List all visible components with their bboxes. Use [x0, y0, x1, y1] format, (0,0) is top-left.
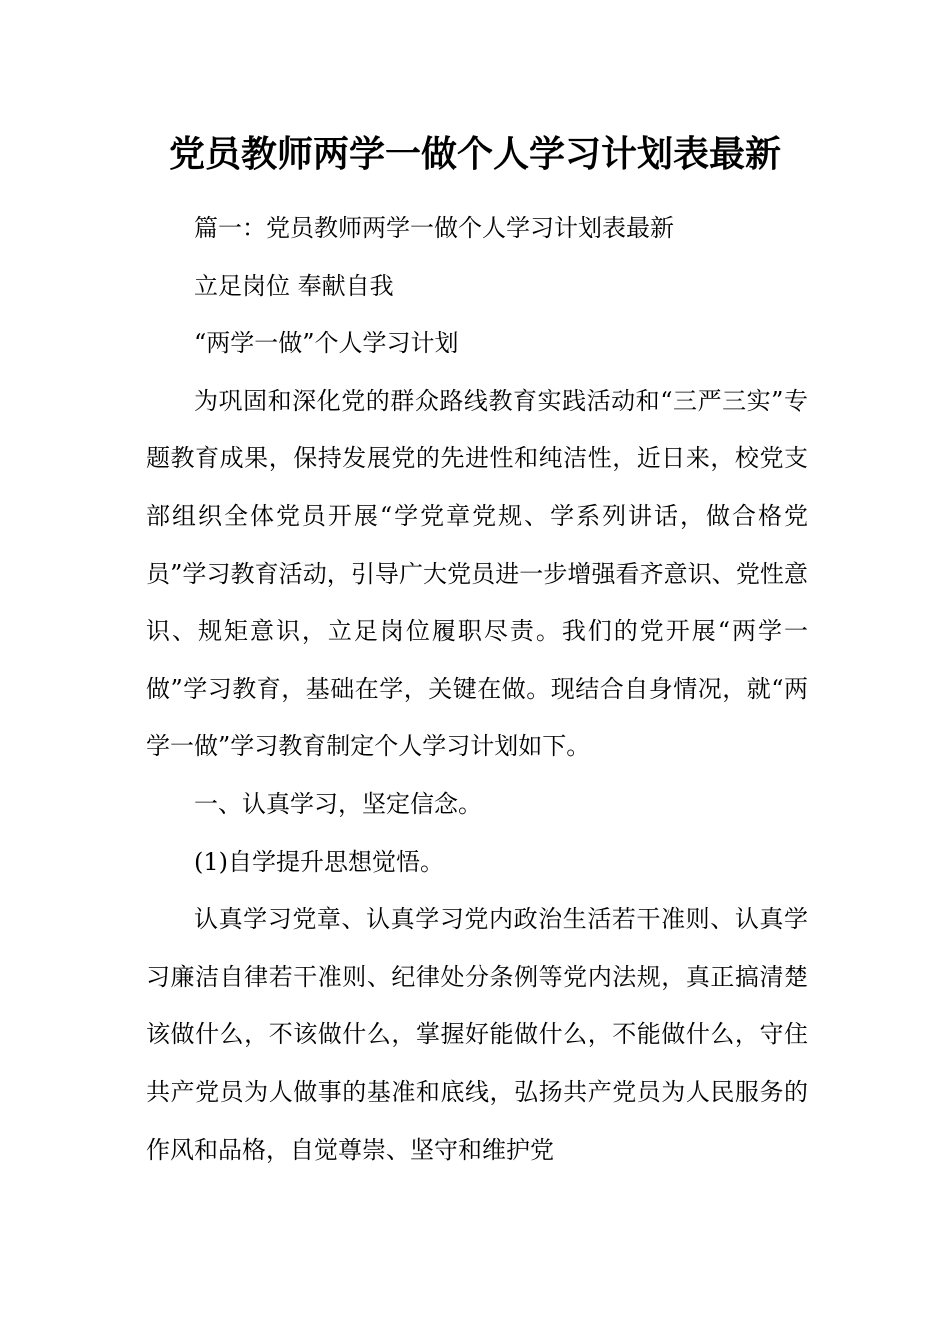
document-title: 党员教师两学一做个人学习计划表最新 [168, 133, 781, 175]
paragraph-study-content: 认真学习党章、认真学习党内政治生活若干准则、认真学习廉洁自律若干准则、纪律处分条例等党内法规，真正搞清楚该做什么，不该做什么，掌握好能做什么，不能做什么，守住共产党员为人做事的基准和底线，弘扬共产党员为人民服务的作风和品格，自觉尊崇、坚守和维护党 [146, 905, 808, 1164]
paragraph-motto: 立足岗位 奉献自我 [194, 271, 394, 300]
paragraph-introduction: 为巩固和深化党的群众路线教育实践活动和“三严三实”专题教育成果，保持发展党的先进性和纯洁性，近日来，校党支部组织全体党员开展“学党章党规、学系列讲话，做合格党员”学习教育活动，引导广大党员进一步增强看齐意识、党性意识、规矩意识，立足岗位履职尽责。我们的党开展“两学一做”学习教育，基础在学，关键在做。现结合自身情况，就“两学一做”学习教育制定个人学习计划如下。 [146, 386, 808, 761]
paragraph-section-one-heading: 一、认真学习，坚定信念。 [194, 789, 482, 818]
document-body [146, 200, 808, 1179]
paragraph-subsection-heading: (1)自学提升思想觉悟。 [194, 847, 444, 876]
paragraph-series-heading: 篇一：党员教师两学一做个人学习计划表最新 [194, 214, 674, 242]
paragraph-plan-heading: “两学一做”个人学习计划 [194, 329, 459, 358]
